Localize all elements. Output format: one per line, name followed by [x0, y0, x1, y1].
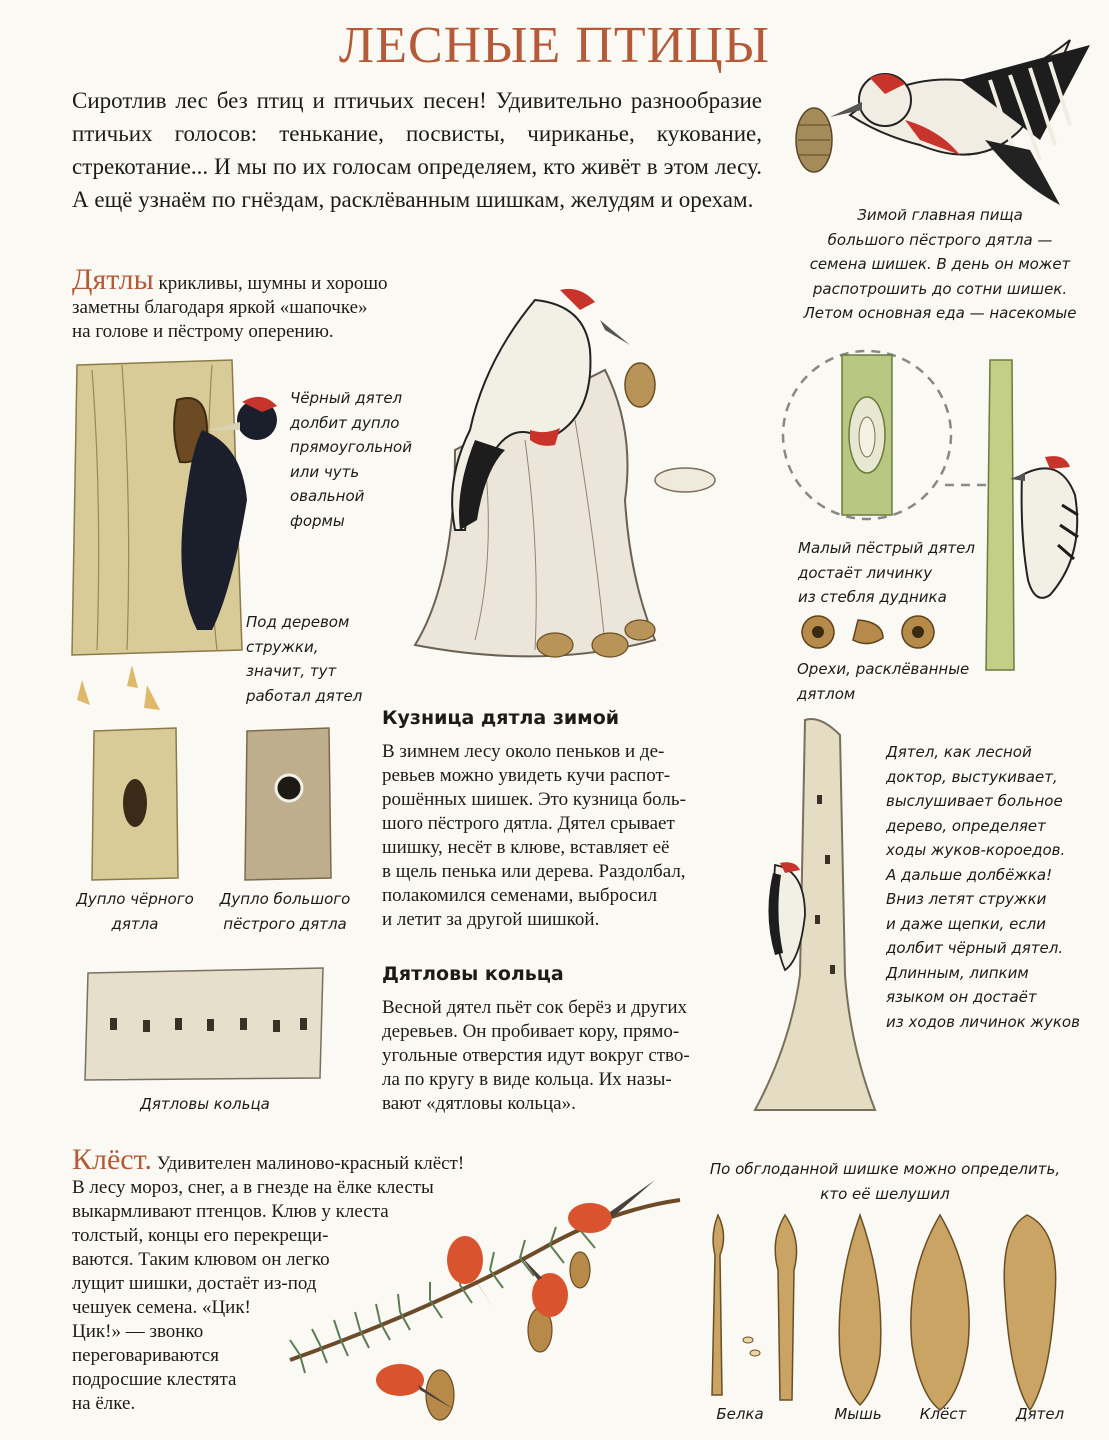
- forge-text: В зимнем лесу около пеньков и де- ревьев можно увидеть кучи распот- рошённых шишек. Это кузница боль- шого пёстрого дятла. Дятел срывает шишку, несёт в клюве, вставляет её в щель пенька или дерева. Раздолбал, полакомился семенами, выбросил и летит за другой шишкой.: [382, 741, 686, 930]
- nuts-caption: Орехи, расклёванные дятлом: [797, 660, 970, 703]
- hollow-great-caption: Дупло большого пёстрого дятла: [219, 890, 351, 933]
- rings-text: Весной дятел пьёт сок берёз и других деревьев. Он пробивает кору, прямо- угольные отверстия идут вокруг ство- ла по кругу в виде кольца. Их назы- вают «дятловы кольца».: [382, 997, 690, 1114]
- black-woodpecker-caption: Чёрный дятел долбит дупло прямоугольной или чуть овальной формы: [290, 389, 412, 530]
- gnawed-cones-illustration: [700, 1215, 1080, 1415]
- dead-tree-woodpecker-illustration: [745, 715, 885, 1125]
- cone-intro-caption: По обглоданной шишке можно определить, кто её шелушил: [709, 1160, 1061, 1203]
- crossbill-heading: Клёст.: [72, 1143, 152, 1176]
- pecked-nuts-illustration: [798, 610, 948, 655]
- hollow-great-illustration: [243, 728, 333, 883]
- cone-label-woodpecker: Дятел: [1015, 1405, 1065, 1423]
- intro-paragraph: Сиротлив лес без птиц и птичьих песен! Удивительно разнообразие птичьих голосов: тенькание, посвисты, чириканье, кукование, стрекотание... И мы по их голосам определяем, кто живёт в этом лесу. А ещё узнаём по гнёздам, расклёванным шишкам, желудям и орехам.: [72, 88, 762, 212]
- page-title: ЛЕСНЫЕ ПТИЦЫ: [338, 17, 771, 74]
- forge-heading: Кузница дятла зимой: [382, 707, 620, 729]
- wood-shavings-illustration: [72, 660, 182, 720]
- rings-caption: Дятловы кольца: [140, 1095, 270, 1113]
- doctor-caption: Дятел, как лесной доктор, выстукивает, выслушивает больное дерево, определяет ходы жуков-короедов. А дальше долбёжка! Вниз летят стружки и даже щепки, если долбит чёрный дятел. Длинным, липким языком он достаёт из ходов личинок жуков: [886, 743, 1080, 1031]
- woodpeckers-intro: Дятлы крикливы, шумны и хорошо заметны благодаря яркой «шапочке» на голове и пёстрому оперению.: [72, 263, 388, 342]
- lesser-spotted-caption: Малый пёстрый дятел достаёт личинку из стебля дудника: [798, 539, 975, 606]
- woodpeckers-heading: Дятлы: [72, 263, 154, 296]
- black-woodpecker-illustration: [72, 360, 252, 660]
- hollow-black-illustration: [90, 728, 180, 883]
- crossbills-spruce-illustration: [280, 1160, 700, 1430]
- winter-food-caption: Зимой главная пища большого пёстрого дятла — семена шишек. В день он может распотрошить до сотни шишек. Летом основная еда — насекомые: [803, 206, 1077, 322]
- cone-label-crossbill: Клёст: [919, 1405, 967, 1423]
- woodpecker-rings-illustration: [85, 968, 325, 1083]
- under-tree-caption: Под деревом стружки, значит, тут работал дятел: [246, 613, 363, 705]
- magnifier-stem-illustration: [780, 345, 955, 525]
- crossbill-text: Клёст. Удивителен малиново-красный клёст! В лесу мороз, снег, а в гнезде на ёлке клесты выкармливают птенцов. Клюв у клеста толстый, концы его перекрещи- ваются. Таким клювом он легко лущит шишки, достаёт из-под чешуек семена. «Цик! Цик!» — звонко переговариваются подросшие клестята на ёлке.: [72, 1143, 465, 1414]
- cone-label-mouse: Мышь: [834, 1405, 882, 1423]
- hollow-black-caption: Дупло чёрного дятла: [76, 890, 194, 933]
- rings-heading: Дятловы кольца: [382, 963, 564, 985]
- flying-woodpecker-illustration: [790, 20, 1090, 210]
- lesser-spotted-woodpecker-illustration: [950, 355, 1090, 675]
- great-spotted-woodpecker-stump-illustration: [395, 280, 695, 670]
- cone-label-squirrel: Белка: [716, 1405, 764, 1423]
